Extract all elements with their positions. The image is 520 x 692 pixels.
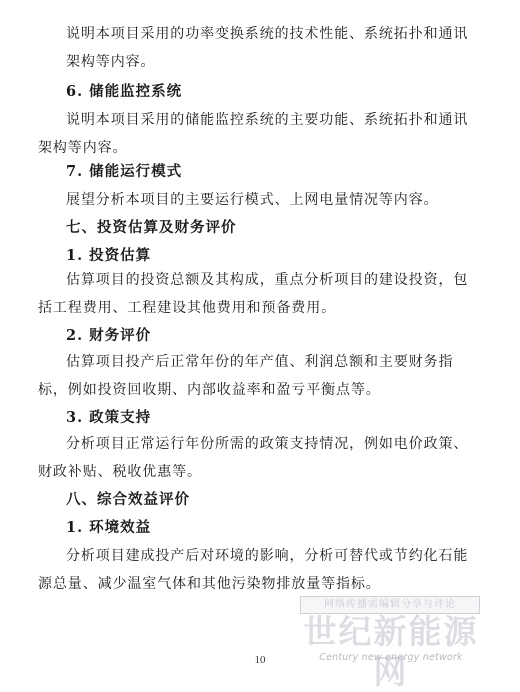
- heading-section-seven: 七、投资估算及财务评价: [66, 219, 237, 236]
- heading-6-monitoring-system: 6. 储能监控系统: [66, 83, 183, 100]
- watermark-banner-text: 网络传播需编辑分享与评论: [324, 599, 456, 610]
- heading-7-operation-mode: 7. 储能运行模式: [66, 163, 183, 180]
- paragraph-environment: 分析项目建成投产后对环境的影响，分析可替代或节约化石能源总量、减少温室气体和其他污染物排放量等指标。: [38, 548, 469, 592]
- heading-section-eight: 八、综合效益评价: [66, 491, 190, 508]
- heading-8-1-environment: 1. 环境效益: [66, 519, 152, 536]
- paragraph-monitoring-system: 说明本项目采用的储能监控系统的主要功能、系统拓扑和通讯架构等内容。: [38, 112, 469, 156]
- paragraph-power-conversion: 说明本项目采用的功率变换系统的技术性能、系统拓扑和通讯架构等内容。: [66, 26, 469, 70]
- page-number: 10: [254, 654, 266, 666]
- heading-7-2-financial: 2. 财务评价: [66, 327, 152, 344]
- paragraph-financial: 估算项目投产后正常年份的年产值、利润总额和主要财务指标，例如投资回收期、内部收益率和盈亏平衡点等。: [38, 354, 454, 398]
- heading-7-3-policy: 3. 政策支持: [66, 409, 152, 426]
- heading-7-1-investment: 1. 投资估算: [66, 247, 152, 264]
- watermark-logo: 世纪新能源网: [303, 612, 479, 691]
- paragraph-operation-mode: 展望分析本项目的主要运行模式、上网电量情况等内容。: [66, 192, 439, 208]
- paragraph-policy: 分析项目正常运行年份所需的政策支持情况，例如电价政策、财政补贴、税收优惠等。: [38, 436, 469, 480]
- watermark-subtitle: Century new energy network: [319, 652, 463, 663]
- paragraph-investment: 估算项目的投资总额及其构成，重点分析项目的建设投资，包括工程费用、工程建设其他费用和预备费用。: [38, 272, 469, 316]
